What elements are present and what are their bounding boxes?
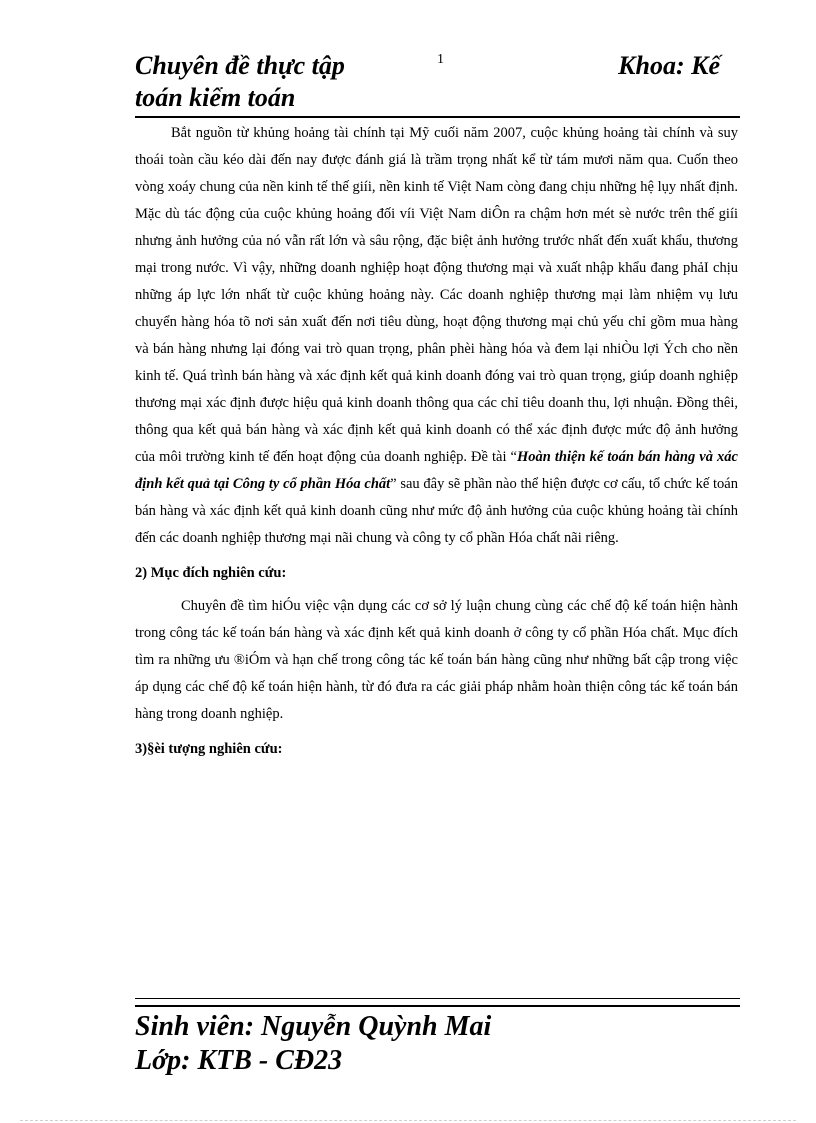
paragraph-purpose: Chuyên đề tìm hiÓu việc vận dụng các cơ sở lý luận chung cùng các chế độ kế toán hiện hành trong công tác kế toán bán hàng và xác định kết quả kinh doanh ở công ty cổ phần Hóa chất. Mục đích tìm ra những ưu ®iÓm và hạn chế trong công tác kế toán bán hàng cũng như những bất cập trong việc áp dụng các chế độ kế toán hiện hành, từ đó đưa ra các giải pháp nhằm hoàn thiện công tác kế toán bán hàng trong doanh nghiệp. [135,598,738,722]
footer-class: Lớp: KTB - CĐ23 [135,1045,343,1076]
page-footer [135,1010,491,1078]
page-header [135,50,740,118]
page-number: 1 [437,52,444,67]
section-heading-purpose: 2) Mục đích nghiên cứu: [135,565,287,581]
header-title-right: Khoa: Kế [618,51,720,80]
section-heading-subject: 3)§èi tượng nghiên cứu: [135,741,283,757]
thesis-title: Hoàn thiện kế toán bán hàng và xác định kết quả tại Công ty cổ phần Hóa chất [135,449,738,492]
footer-student: Sinh viên: Nguyễn Quỳnh Mai [135,1011,492,1042]
footer-divider [135,998,740,1007]
paragraph-intro [135,120,738,552]
header-title-left: Chuyên đề thực tập toán kiểm toán [135,51,345,112]
intro-text: Bắt nguồn từ khủng hoảng tài chính tại Mỹ cuối năm 2007, cuộc khủng hoảng tài chính và suy thoái toàn cầu kéo dài đến nay được đánh giá là trầm trọng nhất kể từ tám mươi năm qua. Cuốn theo vòng xoáy chung của nền kinh tế thế giíi, nền kinh tế Việt Nam còng đang chịu những hệ lụy nhất định. Mặc dù tác động của cuộc khủng hoảng đối víi Việt Nam diÔn ra chậm hơn mét sè nước trên thế giíi nhưng ảnh hưởng của nó vẫn rất lớn và sâu rộng, đặc biệt ảnh hưởng trước nhất đến xuất khẩu, thương mại trong nước. Vì vậy, những doanh nghiệp hoạt động thương mại và xuất nhập khẩu đang phảI chịu những áp lực lớn nhất từ cuộc khủng hoảng này. Các doanh nghiệp thương mại làm nhiệm vụ lưu chuyển hàng hóa tõ nơi sản xuất đến nơi tiêu dùng, hoạt động thương mại chủ yếu chỉ gồm mua hàng và bán hàng nhưng lại đóng vai trò quan trọng, phân phèi hàng hóa và đem lại nhiÒu lợi Ých cho nền kinh tế. Quá trình bán hàng và xác định kết quả kinh doanh đóng vai trò quan trọng, giúp doanh nghiệp thương mại xác định được hiệu quả kinh doanh thông qua các chỉ tiêu doanh thu, lợi nhuận. Đồng thêi, thông qua kết quả bán hàng và xác định kết quả kinh doanh có thể xác định được mức độ ảnh hưởng của môi trường kinh tế đến hoạt động của doanh nghiệp. Đề tài “ [135,125,738,465]
intro-text-end: ” sau đây sẽ phần nào thể hiện được cơ cấu, tổ chức kế toán bán hàng và xác định kết quả kinh doanh cũng như mức độ ảnh hưởng của cuộc khủng hoảng tài chính đến các doanh nghiệp thương mại nãi chung và công ty cổ phần Hóa chất nãi riêng. [135,476,738,546]
page-edge-divider [20,1120,796,1121]
document-body [135,120,738,769]
